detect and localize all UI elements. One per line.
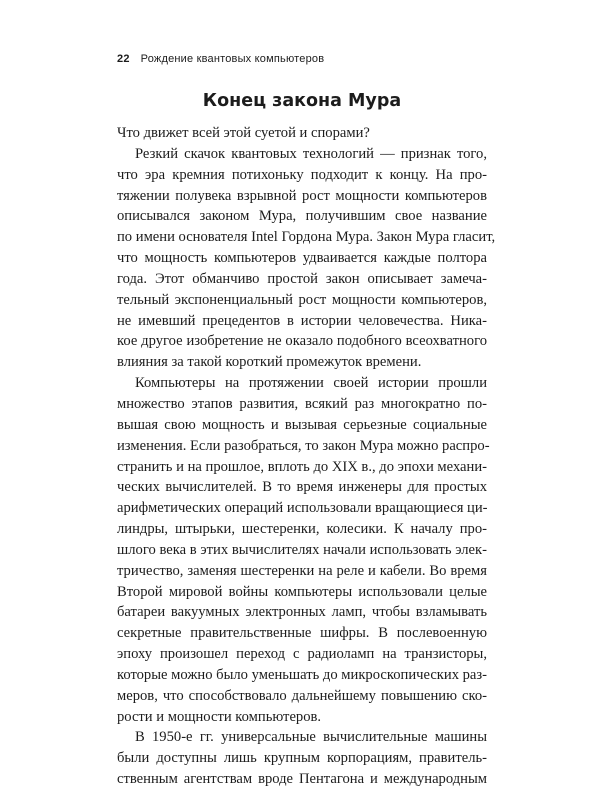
text-line: Компьютеры на протяжении своей истории прошли: [135, 375, 487, 392]
paragraph: [117, 727, 487, 790]
text-line: эпоху произошел переход с радиоламп на транзисторы,: [117, 646, 487, 663]
text-line: года. Этот обманчиво простой закон описывает замеча-: [117, 270, 487, 287]
text-line: батареи вакуумных электронных ламп, чтобы взламывать: [117, 604, 487, 621]
text-line: арифметических операций использовали вращающиеся ци-: [117, 500, 488, 517]
text-line: которые можно было уменьшать до микроскопических раз-: [117, 666, 488, 683]
page-number: 22: [117, 53, 130, 65]
text-line: были доступны лишь крупным корпорациям, правитель-: [117, 750, 487, 767]
body-text: [117, 123, 496, 790]
text-line: Что движет всей этой суетой и спорами?: [117, 125, 370, 141]
paragraph: [117, 123, 487, 144]
text-line: ческих вычислителей. В то время инженеры для простых: [117, 479, 487, 496]
text-line: странить и на прошлое, вплоть до XIX в., до эпохи механи-: [117, 458, 487, 475]
text-line: тельный экспоненциальный рост мощности компьютеров,: [117, 291, 487, 308]
text-line: множество этапов развития, всякий раз многократно по-: [117, 395, 487, 412]
text-line: тяжении полувека взрывной рост мощности компьютеров: [117, 187, 487, 204]
text-line: изменения. Если разобраться, то закон Мура можно распро-: [117, 437, 490, 454]
text-line: описывался законом Мура, получившим свое название: [117, 208, 487, 225]
text-line: влияния за такой короткий промежуток времени.: [117, 354, 422, 371]
text-line: линдры, штырьки, шестеренки, колесики. К началу про-: [117, 521, 487, 538]
text-line: секретные правительственные шифры. В послевоенную: [117, 625, 487, 642]
text-line: не имевший прецедентов в истории человечества. Ника-: [117, 312, 487, 329]
text-line: шлого века в этих вычислителях начали использовать элек-: [117, 541, 487, 558]
text-line: меров, что способствовало дальнейшему повышению ско-: [117, 687, 487, 704]
chapter-title: Конец закона Мура: [202, 91, 402, 111]
paragraph: [117, 144, 496, 373]
text-line: В 1950-е гг. универсальные вычислительные машины: [135, 729, 487, 746]
text-line: что мощность компьютеров удваивается каждые полтора: [117, 250, 487, 267]
paragraph: [117, 373, 490, 727]
text-line: что эра кремния потихоньку подходит к концу. На про-: [117, 166, 487, 183]
running-title: Рождение квантовых компьютеров: [140, 53, 325, 65]
text-line: вышая свою мощность и вызывая серьезные социальные: [117, 416, 487, 433]
running-head: [117, 53, 324, 65]
text-line: Резкий скачок квантовых технологий — признак того,: [135, 145, 487, 162]
text-line: ственным агентствам вроде Пентагона и международным: [117, 771, 487, 788]
text-line: тричество, заменяя шестеренки на реле и кабели. Во время: [117, 562, 487, 579]
text-line: Второй мировой войны компьютеры использовали целые: [117, 583, 487, 600]
text-line: по имени основателя Intel Гордона Мура. Закон Мура гласит,: [117, 229, 496, 246]
text-line: рости и мощности компьютеров.: [117, 708, 322, 725]
text-line: кое другое изобретение не оказало подобного всеохватного: [117, 333, 487, 350]
